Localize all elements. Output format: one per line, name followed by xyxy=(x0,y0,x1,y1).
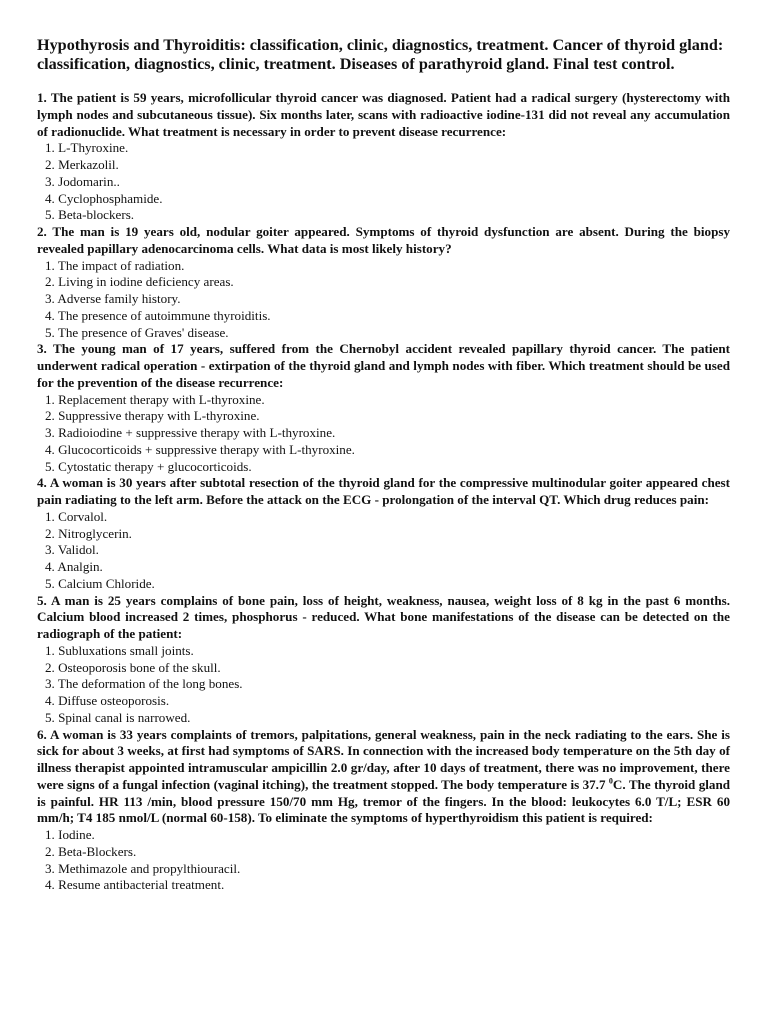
answer-option: 3. Radioiodine + suppressive therapy with L-thyroxine. xyxy=(45,425,336,440)
answer-option: 1. Replacement therapy with L-thyroxine. xyxy=(45,391,265,407)
document-title: Hypothyrosis and Thyroiditis: classification, clinic, diagnostics, treatment. Cancer of thyroid gland: classification, diagnostics, clinic, treatment. Diseases of parathyroid gland. Final test control. xyxy=(37,36,724,73)
answer-option: 1. The impact of radiation. xyxy=(45,257,185,273)
answer-option: 4. The presence of autoimmune thyroiditis. xyxy=(45,307,271,323)
answer-option: 2. Beta-Blockers. xyxy=(45,843,137,859)
answer-option: 2. Living in iodine deficiency areas. xyxy=(45,274,234,290)
answer-options xyxy=(37,827,730,894)
answer-option: 2. Nitroglycerin. xyxy=(45,525,132,541)
answer-option: 3. The deformation of the long bones. xyxy=(45,676,243,692)
answer-option: 2. Merkazolil. xyxy=(45,157,119,172)
question-text-part: C. The thyroid gland is painful. HR 113 /min, blood pressure 150/70 mm Hg, tremor of the fingers. In the blood: leukocytes 6.0 T/L; ESR 60 mm/h; T4 185 nmol/L (normal 60-158). To eliminate the symptoms of hyperthyroidism this patient is required: xyxy=(37,776,731,826)
answer-option: 4. Resume antibacterial treatment. xyxy=(45,877,225,893)
question-3 xyxy=(37,341,730,475)
question-2 xyxy=(37,224,730,341)
answer-options xyxy=(37,258,730,342)
answer-option: 3. Methimazole and propylthiouracil. xyxy=(45,860,241,876)
question-text-part: 6. A woman is 33 years complaints of tremors, palpitations, general weakness, pain in the neck radiating to the ears. She is sick for about 3 weeks, at first had symptoms of SARS. In connection with the increased body temperature on the 5th day of illness therapist appointed intramuscular ampicillin 2.0 gr/day, after 10 days of treatment, there was no improvement, there were signs of a fungal infection (vaginal itching), the treatment stopped. The body temperature is 37.7 xyxy=(37,726,730,792)
question-text xyxy=(37,727,730,828)
answer-option: 3. Adverse family history. xyxy=(45,291,181,306)
answer-option: 5. Beta-blockers. xyxy=(45,207,135,223)
answer-option: 4. Cyclophosphamide. xyxy=(45,190,163,206)
answer-options xyxy=(37,140,730,224)
answer-options xyxy=(37,643,730,727)
answer-option: 5. Cytostatic therapy + glucocorticoids. xyxy=(45,458,252,474)
question-6 xyxy=(37,727,730,895)
answer-option: 5. The presence of Graves' disease. xyxy=(45,324,229,340)
answer-option: 4. Analgin. xyxy=(45,559,103,574)
degree-mark: 0 xyxy=(608,776,613,786)
answer-option: 1. L-Thyroxine. xyxy=(45,140,129,156)
answer-option: 2. Suppressive therapy with L-thyroxine. xyxy=(45,408,260,424)
question-text: 4. A woman is 30 years after subtotal resection of the thyroid gland for the compressive multinodular goiter appeared chest pain radiating to the left arm. Before the attack on the ECG - prolongation of the interval QT. Which drug reduces pain: xyxy=(37,475,730,507)
answer-options xyxy=(37,509,730,593)
question-4 xyxy=(37,475,730,592)
answer-option: 5. Calcium Chloride. xyxy=(45,575,155,591)
answer-option: 1. Iodine. xyxy=(45,827,95,842)
question-text: 5. A man is 25 years complains of bone pain, loss of height, weakness, nausea, weight loss of 8 kg in the past 6 months. Calcium blood increased 2 times, phosphorus - reduced. What bone manifestations of the disease can be detected on the radiograph of the patient: xyxy=(37,592,730,641)
question-5 xyxy=(37,593,730,727)
answer-options xyxy=(37,392,730,476)
answer-option: 3. Validol. xyxy=(45,542,99,558)
answer-option: 3. Jodomarin.. xyxy=(45,173,120,189)
answer-option: 4. Diffuse osteoporosis. xyxy=(45,693,170,708)
answer-option: 4. Glucocorticoids + suppressive therapy with L-thyroxine. xyxy=(45,441,355,457)
question-text: 2. The man is 19 years old, nodular goiter appeared. Symptoms of thyroid dysfunction are absent. During the biopsy revealed papillary adenocarcinoma cells. What data is most likely history? xyxy=(37,224,730,256)
answer-option: 5. Spinal canal is narrowed. xyxy=(45,709,191,725)
answer-option: 1. Corvalol. xyxy=(45,508,108,524)
answer-option: 2. Osteoporosis bone of the skull. xyxy=(45,659,221,675)
question-1 xyxy=(37,90,730,224)
question-text: 1. The patient is 59 years, microfollicular thyroid cancer was diagnosed. Patient had a radical surgery (hysterectomy with lymph nodes and subcutaneous tissue). Six months later, scans with radioactive iodine-131 did not reveal any accumulation of radionuclide. What treatment is necessary in order to prevent disease recurrence: xyxy=(37,90,730,139)
answer-option: 1. Subluxations small joints. xyxy=(45,642,194,658)
question-text: 3. The young man of 17 years, suffered from the Chernobyl accident revealed papillary thyroid cancer. The patient underwent radical operation - extirpation of the thyroid gland and lymph nodes with fiber. Which treatment should be used for the prevention of the disease recurrence: xyxy=(37,341,730,390)
